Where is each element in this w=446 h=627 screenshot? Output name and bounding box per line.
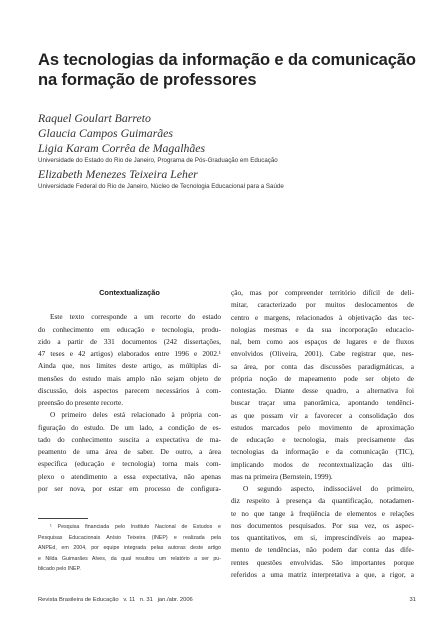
body-line: por ser nova, por estar em processo de configura- [38, 483, 221, 493]
footnote [38, 522, 221, 575]
body-line: mensões do estudo mais amplo não sejam objeto de [38, 373, 221, 383]
body-line: nologias mesmas e da sua incorporação educacio- [231, 324, 414, 334]
body-line: estudos marcados pelo movimento de aproximação [231, 422, 414, 432]
body-line: de educação e tecnologia, mais precisamente das [231, 435, 414, 444]
body-line: mitar, caracterizado por muitos deslocamentos de [231, 300, 414, 310]
body-line: diz respeito à presença da quantificação, notadamen- [231, 496, 414, 506]
footnote-line: ANPEd, em 2004, por equipe integrada pelas autoras deste artigo [38, 545, 221, 551]
footnote-line: e Nilda Guimarães Alves, da qual resultou um relatório a ser pu- [38, 555, 221, 562]
body-line: Este texto corresponde a um recorte do estado [50, 312, 221, 322]
body-line: própria noção de mapeamento pode ser objeto de [231, 373, 414, 383]
body-line: nos documentos pesquisados. Por sua vez, os aspec- [231, 520, 414, 530]
author-name: Ligia Karam Corrêa de Magalhães [38, 141, 206, 155]
body-line: centro e margens, relacionados à objetivação das tec- [231, 312, 414, 322]
article-title [38, 50, 428, 90]
body-line: do conhecimento em educação e tecnologia, produ- [38, 324, 221, 334]
body-line: específica (educação e tecnologia) torna mais com- [38, 459, 221, 469]
body-line: contestação. Diante desse quadro, a alternativa foi [231, 386, 414, 395]
author-name: Elizabeth Menezes Teixeira Leher [38, 167, 198, 181]
body-line: mas na primeira (Bernstein, 1999). [231, 471, 333, 481]
body-line: envolvidos (Oliveira, 2001). Cabe registrar que, nes- [231, 349, 414, 359]
title-line-2: na formação de professores [38, 71, 257, 89]
body-line: plexo o atendimento a essa expectativa, não apenas [38, 471, 221, 481]
body-line: tecnologias da informação e da comunicação (TIC), [231, 447, 414, 457]
journal-citation: Revista Brasileira de Educação v. 11 n. 31 jan./abr. 2006 [38, 597, 193, 603]
right-column [231, 287, 414, 581]
body-line: referidos a uma matriz interpretativa a que, a rigor, a [231, 569, 414, 579]
section-heading: Contextualização [99, 288, 160, 297]
body-line: sa área, por conta das discussões paradigmáticas, a [231, 361, 414, 371]
author-affiliation: Universidade do Estado do Rio de Janeiro, Programa de Pós-Graduação em Educação [38, 157, 278, 164]
body-line: mento de tendências, não podem dar conta das dife- [231, 545, 414, 555]
body-line: peamento de uma área de saber. De outro, a área [38, 447, 221, 456]
body-line: O primeiro deles está relacionado à própria con- [50, 410, 221, 420]
body-line: zido a partir de 331 documentos (242 dissertações, [38, 336, 221, 346]
body-line: nal, bem como aos espaços de lugares e de fluxos [231, 337, 414, 346]
body-line: te no que tange à freqüência de elementos e relações [231, 508, 414, 518]
footnote-divider [38, 518, 88, 519]
body-line: rentes questões envolvidas. São importantes porque [231, 557, 414, 567]
title-line-1: As tecnologias da informação e da comunicação [38, 51, 416, 69]
body-line: preensão do presente recorte. [38, 398, 124, 407]
author-affiliation: Universidade Federal do Rio de Janeiro, Núcleo de Tecnologia Educacional para a Saúde [38, 183, 284, 190]
page-number: 31 [409, 597, 416, 603]
body-line: tos quantitativos, em si, imprescindíveis ao mapea- [231, 533, 414, 542]
author-block [38, 111, 428, 193]
footnote-line: blicado pelo INEP. [38, 566, 81, 572]
body-line: 47 teses e 42 artigos) elaborados entre 1996 e 2002.¹ [38, 349, 221, 358]
body-line: buscar traçar uma panorâmica, apontando tendênci- [231, 398, 414, 408]
body-line: implicando modos de recontextualização das últi- [231, 459, 414, 469]
body-line: tado do conhecimento suscita a expectativa de ma- [38, 434, 221, 444]
author-name: Raquel Goulart Barreto [38, 111, 151, 125]
body-line: as que possam vir a favorecer a consolidação dos [231, 410, 414, 420]
body-line: O segundo aspecto, indissociável do primeiro, [243, 484, 414, 493]
author-name: Glaucia Campos Guimarães [38, 126, 174, 140]
left-column [38, 287, 221, 495]
body-line: figuração do estudo. De um lado, a condição de es- [38, 422, 221, 432]
body-line: discussão, dois aspectos parecem necessários à com- [38, 385, 221, 395]
body-line: Ainda que, nos limites deste artigo, as múltiplas di- [38, 361, 221, 371]
footnote-line: Pesquisas Educacionais Anísio Teixeira (INEP) e realizada pela [38, 534, 221, 541]
footnote-line: ¹ Pesquisa financiada pelo Instituto Nacional de Estudos e [50, 524, 221, 530]
page-footer [38, 597, 416, 603]
body-line: ção, mas por compreender território difícil de deli- [231, 288, 414, 297]
